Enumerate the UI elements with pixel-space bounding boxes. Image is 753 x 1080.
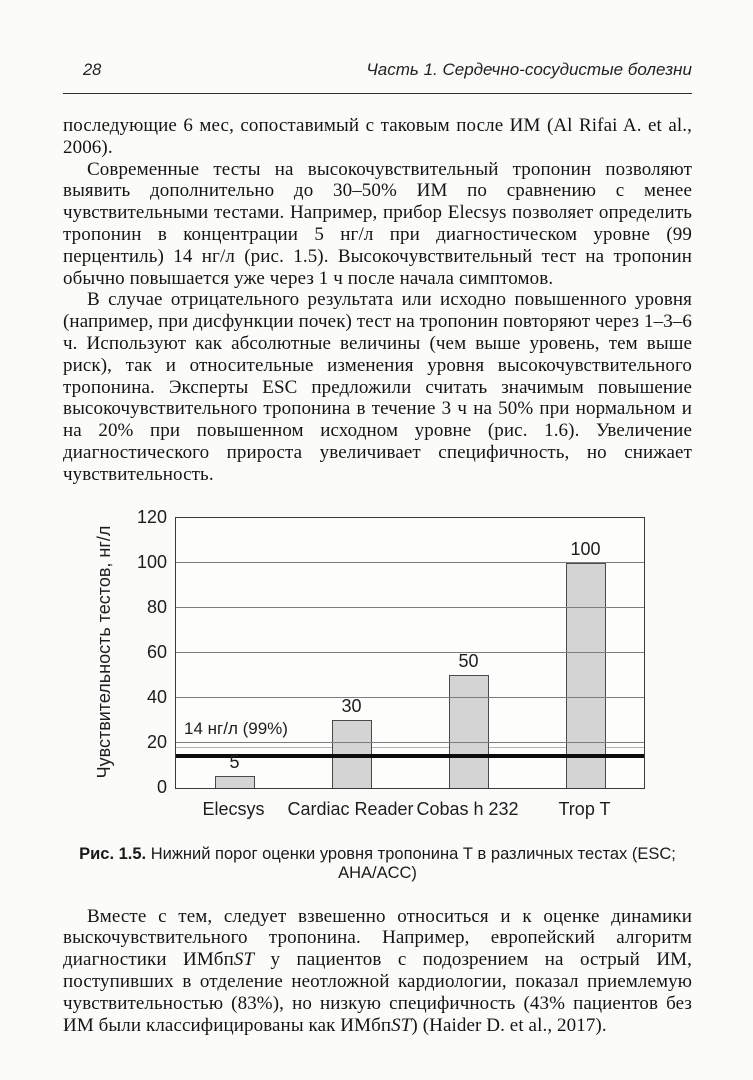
y-tick-label: 120 [136,506,167,527]
gridline-40 [176,697,644,698]
y-tick-label: 60 [146,641,167,662]
bar-chart-figure [63,504,692,826]
book-page [63,60,692,1036]
y-tick-label: 80 [146,596,167,617]
y-tick-label: 100 [136,551,167,572]
bar-value-label: 30 [341,696,362,717]
figure-caption-text: Нижний порог оценки уровня тропонина Т в различных тестах (ESC; AHA/ACC) [146,844,676,882]
paragraph-2: Современные тесты на высокочувствительный тропонин позволяют выявить дополнительно до 30–50% ИМ по сравнению с менее чувствительными тестами. Например, прибор Elecsys позволяет определить тропонин в концентрации 5 нг/л при диагностическом уровне (99 перцентиль) 14 нг/л (рис. 1.5). Высокочувствительный тест на тропонин обычно повышается уже через 1 ч после начала симптомов. [63,158,692,289]
y-tick-label: 20 [146,731,167,752]
page-header [63,60,692,94]
y-tick-label: 40 [146,686,167,707]
p4-segment-italic: ST [233,949,255,971]
threshold-label: 14 нг/л (99%) [184,718,288,738]
bar-elecsys [215,776,255,787]
y-tick-label: 0 [156,776,167,797]
plot-area [175,517,645,789]
paragraph-3: В случае отрицательного результата или исходно повышенного уровня (например, при дисфункции почек) тест на тропонин повторяют через 1–3–6 ч. Используют как абсолютные величины (чем выше уровень, тем выше риск), так и относительные изменения уровня высокочувствительного тропонина. Эксперты ESC предложили считать значимым повышение высокочувствительного тропонина в течение 3 ч на 50% при нормальном и на 20% при повышенном исходном уровне (рис. 1.6). Увеличение диагностического прироста увеличивает специфичность, но снижает чувствительность. [63,289,692,485]
bar-cobas-h-232 [449,675,489,788]
figure-caption [63,845,692,883]
gridline-100 [176,562,644,563]
gridline-20 [176,742,644,743]
page-number: 28 [83,61,102,79]
figure-caption-label: Рис. 1.5. [79,844,147,863]
bar-value-label: 50 [458,651,479,672]
x-category-label: Elecsys [202,798,265,819]
x-category-label: Trop T [558,798,611,819]
p4-segment: ) (Haider D. et al., 2017). [411,1014,607,1036]
y-axis-title: Чувствительность тестов, нг/л [94,525,114,778]
gridline-60 [176,652,644,653]
paragraph-1: последующие 6 мес, сопоставимый с таковым после ИМ (Al Rifai A. et al., 2006). [63,115,692,158]
gridline-80 [176,607,644,608]
running-head: Часть 1. Сердечно-сосудистые болезни [366,60,692,79]
p4-segment-italic: ST [391,1014,412,1036]
x-category-label: Cardiac Reader [287,798,414,819]
p4-segment: Вместе с тем, следует взвешенно относиться и к оценке динамики выскочувствительного тропонина. Например, европейский алгоритм диагностики ИМбп [63,905,692,971]
bar-value-label: 5 [229,752,240,773]
p4-segment: у пациентов с подозрением на острый ИМ, поступивших в отделение неотложной кардиологии, показал приемлемую чувствительностью (83%), но низкую специфичность (43% пациентов без ИМ были классифицированы как ИМбп [63,949,692,1036]
x-category-label: Cobas h 232 [416,798,519,819]
paragraph-4 [63,906,692,1037]
bar-value-label: 100 [570,538,601,559]
